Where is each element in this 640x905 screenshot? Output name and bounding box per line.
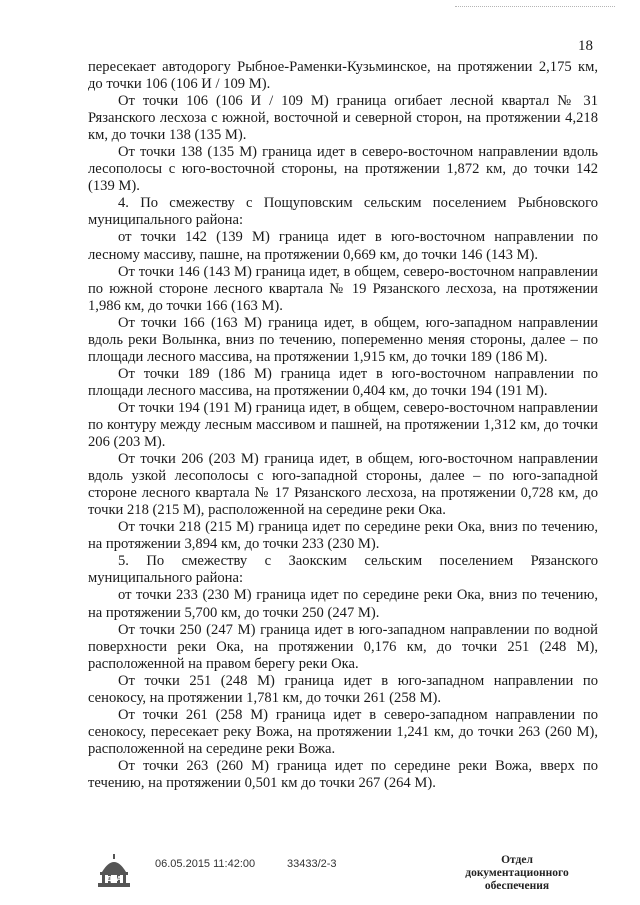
footer-department-line1: Отдел документационного <box>465 854 569 879</box>
paragraph: От точки 146 (143 М) граница идет, в общем, северо-восточном направлении по южной стороне лесного квартала № 19 Рязанского лесхоза, на протяжении 1,986 км, до точки 166 (163 М). <box>88 263 598 314</box>
paragraph: От точки 263 (260 М) граница идет по середине реки Вожа, вверх по течению, на протяжении 0,501 км до точки 267 (264 М). <box>88 757 598 791</box>
paragraph: От точки 189 (186 М) граница идет в юго-восточном направлении по площади лесного массива, на протяжении 0,404 км, до точки 194 (191 М). <box>88 365 598 399</box>
page-footer <box>0 848 640 905</box>
paragraph: от точки 142 (139 М) граница идет в юго-восточном направлении по лесному массиву, пашне, на протяжении 0,669 км, до точки 146 (143 М). <box>88 229 598 263</box>
paragraph: От точки 106 (106 И / 109 М) граница огибает лесной квартал № 31 Рязанского лесхоза с южной, восточной и северной сторон, на протяжении 4,218 км, до точки 138 (135 М). <box>88 93 598 144</box>
paragraph: 4. По смежеству с Пощуповским сельским поселением Рыбновского муниципального района: <box>88 195 598 229</box>
page-number: 18 <box>578 38 593 54</box>
scan-artifact-dots <box>455 6 615 9</box>
paragraph: От точки 251 (248 М) граница идет в юго-западном направлении по сенокосу, на протяжении 1,781 км, до точки 261 (258 М). <box>88 672 598 706</box>
document-body <box>88 59 598 792</box>
paragraph: От точки 194 (191 М) граница идет, в общем, северо-восточном направлении по контуру между лесным массивом и пашней, на протяжении 1,312 км, до точки 206 (203 М). <box>88 399 598 451</box>
footer-timestamp: 06.05.2015 11:42:00 <box>155 858 256 870</box>
paragraph: От точки 250 (247 М) граница идет в юго-западном направлении по водной поверхности реки Ока, на протяжении 0,176 км, до точки 251 (248 М), расположенной на правом берегу реки Ока. <box>88 621 598 672</box>
footer-document-code: 33433/2-3 <box>287 858 337 870</box>
paragraph: От точки 218 (215 М) граница идет по середине реки Ока, вниз по течению, на протяжении 3,894 км, до точки 233 (230 М). <box>88 519 598 553</box>
paragraph: От точки 261 (258 М) граница идет в северо-западном направлении по сенокосу, пересекает реку Вожа, на протяжении 1,241 км, до точки 263 (260 М), расположенной на середине реки Вожа. <box>88 706 598 757</box>
footer-department <box>452 854 582 893</box>
paragraph: От точки 206 (203 М) граница идет, в общем, юго-восточном направлении вдоль узкой лесополосы с юго-западной стороны, далее – по юго-западной стороне лесного квартала № 17 Рязанского лесхоза, на протяжении 0,728 км, до точки 218 (215 М), расположенной на середине реки Ока. <box>88 451 598 519</box>
paragraph: От точки 138 (135 М) граница идет в северо-восточном направлении вдоль лесополосы с юго-восточной стороны, на протяжении 1,872 км, до точки 142 (139 М). <box>88 144 598 195</box>
paragraph: 5. По смежеству с Заокским сельским поселением Рязанского муниципального района: <box>88 553 598 587</box>
paragraph: От точки 166 (163 М) граница идет, в общем, юго-западном направлении вдоль реки Волынка, вниз по течению, попеременно меняя стороны, далее – по площади лесного массива, на протяжении 1,915 км, до точки 189 (186 М). <box>88 314 598 365</box>
paragraph: от точки 233 (230 М) граница идет по середине реки Ока, вниз по течению, на протяжении 5,700 км, до точки 250 (247 М). <box>88 587 598 621</box>
footer-department-line2: обеспечения <box>484 880 550 892</box>
logo-text: ДИА <box>106 876 122 883</box>
dome-building-logo-icon <box>94 850 134 890</box>
paragraph: пересекает автодорогу Рыбное-Раменки-Кузьминское, на протяжении 2,175 км, до точки 106 (106 И / 109 М). <box>88 59 598 93</box>
